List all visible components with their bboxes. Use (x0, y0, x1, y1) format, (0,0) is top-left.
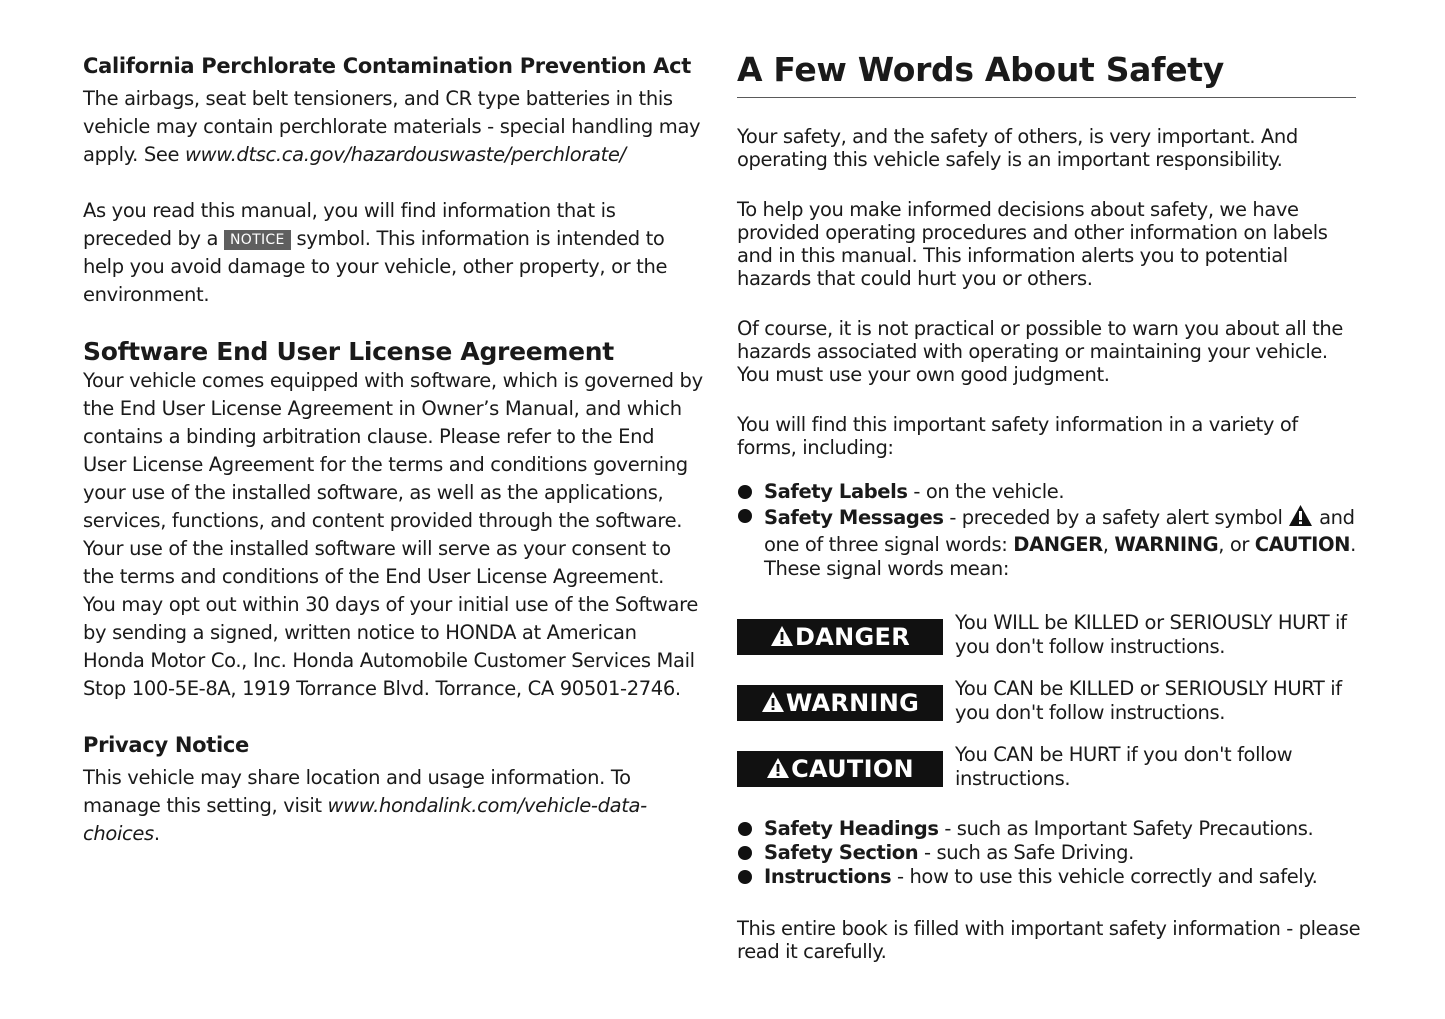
eula-heading: Software End User License Agreement (83, 337, 614, 366)
title-divider (737, 97, 1356, 98)
list-item (737, 504, 1362, 581)
bullet-bold: Safety Labels (764, 480, 908, 503)
bullet-text: - how to use this vehicle correctly and safely. (891, 865, 1318, 888)
word-danger: DANGER (1013, 533, 1103, 556)
warning-description: You CAN be KILLED or SERIOUSLY HURT if you don't follow instructions. (955, 677, 1342, 724)
privacy-link[interactable]: www.hondalink.com/vehicle-data-choices (83, 794, 647, 845)
safety-alert-triangle-icon (770, 625, 794, 647)
closing-paragraph: This entire book is filled with important safety information - please read it carefully. (737, 917, 1361, 963)
safety-paragraph-1: Your safety, and the safety of others, is very important. And operating this vehicle safely is an important responsibility. (737, 125, 1298, 171)
bullet-text: , (1102, 533, 1115, 556)
bullet-dot-icon (738, 870, 752, 884)
notice-badge: NOTICE (224, 230, 291, 250)
safety-paragraph-3: Of course, it is not practical or possible to warn you about all the hazards associated with operating or maintaining your vehicle. You must use your own good judgment. (737, 317, 1343, 386)
privacy-text: This vehicle may share location and usage information. To manage this setting, visit (83, 766, 631, 817)
perchlorate-paragraph (83, 85, 703, 169)
page-title: A Few Words About Safety (737, 50, 1224, 89)
left-column (83, 52, 703, 848)
list-item (737, 480, 1362, 504)
warning-label-text: WARNING (785, 689, 920, 717)
bullet-dot-icon (738, 509, 752, 523)
danger-label (737, 619, 943, 655)
bullet-dot-icon (738, 485, 752, 499)
perchlorate-link[interactable]: www.dtsc.ca.gov/hazardouswaste/perchlorate/ (185, 143, 626, 166)
notice-text-before: As you read this manual, you will find information that is preceded by a (83, 199, 616, 250)
safety-headings-list (737, 817, 1362, 889)
bullet-text: and one of three signal words: (764, 506, 1355, 556)
bullet-bold: Safety Headings (764, 817, 939, 840)
privacy-paragraph (83, 764, 703, 848)
signal-row-warning (737, 677, 1362, 751)
list-item (737, 817, 1362, 841)
privacy-text-end: . (153, 822, 160, 845)
safety-alert-triangle-icon (766, 757, 790, 779)
bullet-bold: Safety Section (764, 841, 919, 864)
signal-words-table (737, 611, 1362, 817)
perchlorate-heading: California Perchlorate Contamination Prevention Act (83, 54, 692, 78)
bullet-text: - such as Safe Driving. (918, 841, 1134, 864)
privacy-heading: Privacy Notice (83, 733, 249, 757)
eula-paragraph-1: Your vehicle comes equipped with software, which is governed by the End User License Agreement in Owner’s Manual, and which contains a binding arbitration clause. Please refer to the End User License Agreement for the terms and conditions governing your use of the installed software, as well as the applications, services, functions, and content provided through the software. Your use of the installed software will serve as your consent to the terms and conditions of the End User License Agreement. (83, 369, 703, 588)
list-item (737, 841, 1362, 865)
perchlorate-text: The airbags, seat belt tensioners, and CR type batteries in this vehicle may contain perchlorate materials - special handling may apply. See (83, 87, 701, 166)
danger-description: You WILL be KILLED or SERIOUSLY HURT if you don't follow instructions. (955, 611, 1347, 658)
safety-paragraph-2: To help you make informed decisions about safety, we have provided operating procedures and other information on labels and in this manual. This information alerts you to potential hazards that could hurt you or others. (737, 198, 1328, 290)
signal-row-danger (737, 611, 1362, 685)
notice-paragraph (83, 197, 703, 309)
caution-label-text: CAUTION (791, 755, 914, 783)
bullet-text: . These signal words mean: (764, 533, 1356, 580)
safety-forms-list (737, 480, 1362, 581)
bullet-text: - such as Important Safety Precautions. (938, 817, 1314, 840)
safety-paragraph-4: You will find this important safety information in a variety of forms, including: (737, 413, 1298, 459)
word-warning: WARNING (1114, 533, 1219, 556)
notice-text-after: symbol. This information is intended to help you avoid damage to your vehicle, other property, or the environment. (83, 227, 668, 306)
bullet-text: - preceded by a safety alert symbol (943, 506, 1289, 529)
safety-alert-triangle-icon (1288, 504, 1313, 533)
word-caution: CAUTION (1254, 533, 1351, 556)
caution-label (737, 751, 943, 787)
bullet-text: - on the vehicle. (907, 480, 1065, 503)
safety-alert-triangle-icon (761, 691, 785, 713)
signal-row-caution (737, 743, 1362, 817)
bullet-dot-icon (738, 846, 752, 860)
bullet-bold: Instructions (764, 865, 892, 888)
list-item (737, 865, 1362, 889)
caution-description: You CAN be HURT if you don't follow instructions. (955, 743, 1293, 790)
right-column (737, 48, 1362, 963)
bullet-dot-icon (738, 822, 752, 836)
danger-label-text: DANGER (795, 623, 910, 651)
bullet-text: , or (1218, 533, 1255, 556)
warning-label (737, 685, 943, 721)
eula-paragraph-2: You may opt out within 30 days of your initial use of the Software by sending a signed, written notice to HONDA at American Honda Motor Co., Inc. Honda Automobile Customer Services Mail Stop 100-5E-8A, 1919 Torrance Blvd. Torrance, CA 90501-2746. (83, 593, 698, 700)
bullet-bold: Safety Messages (764, 506, 944, 529)
